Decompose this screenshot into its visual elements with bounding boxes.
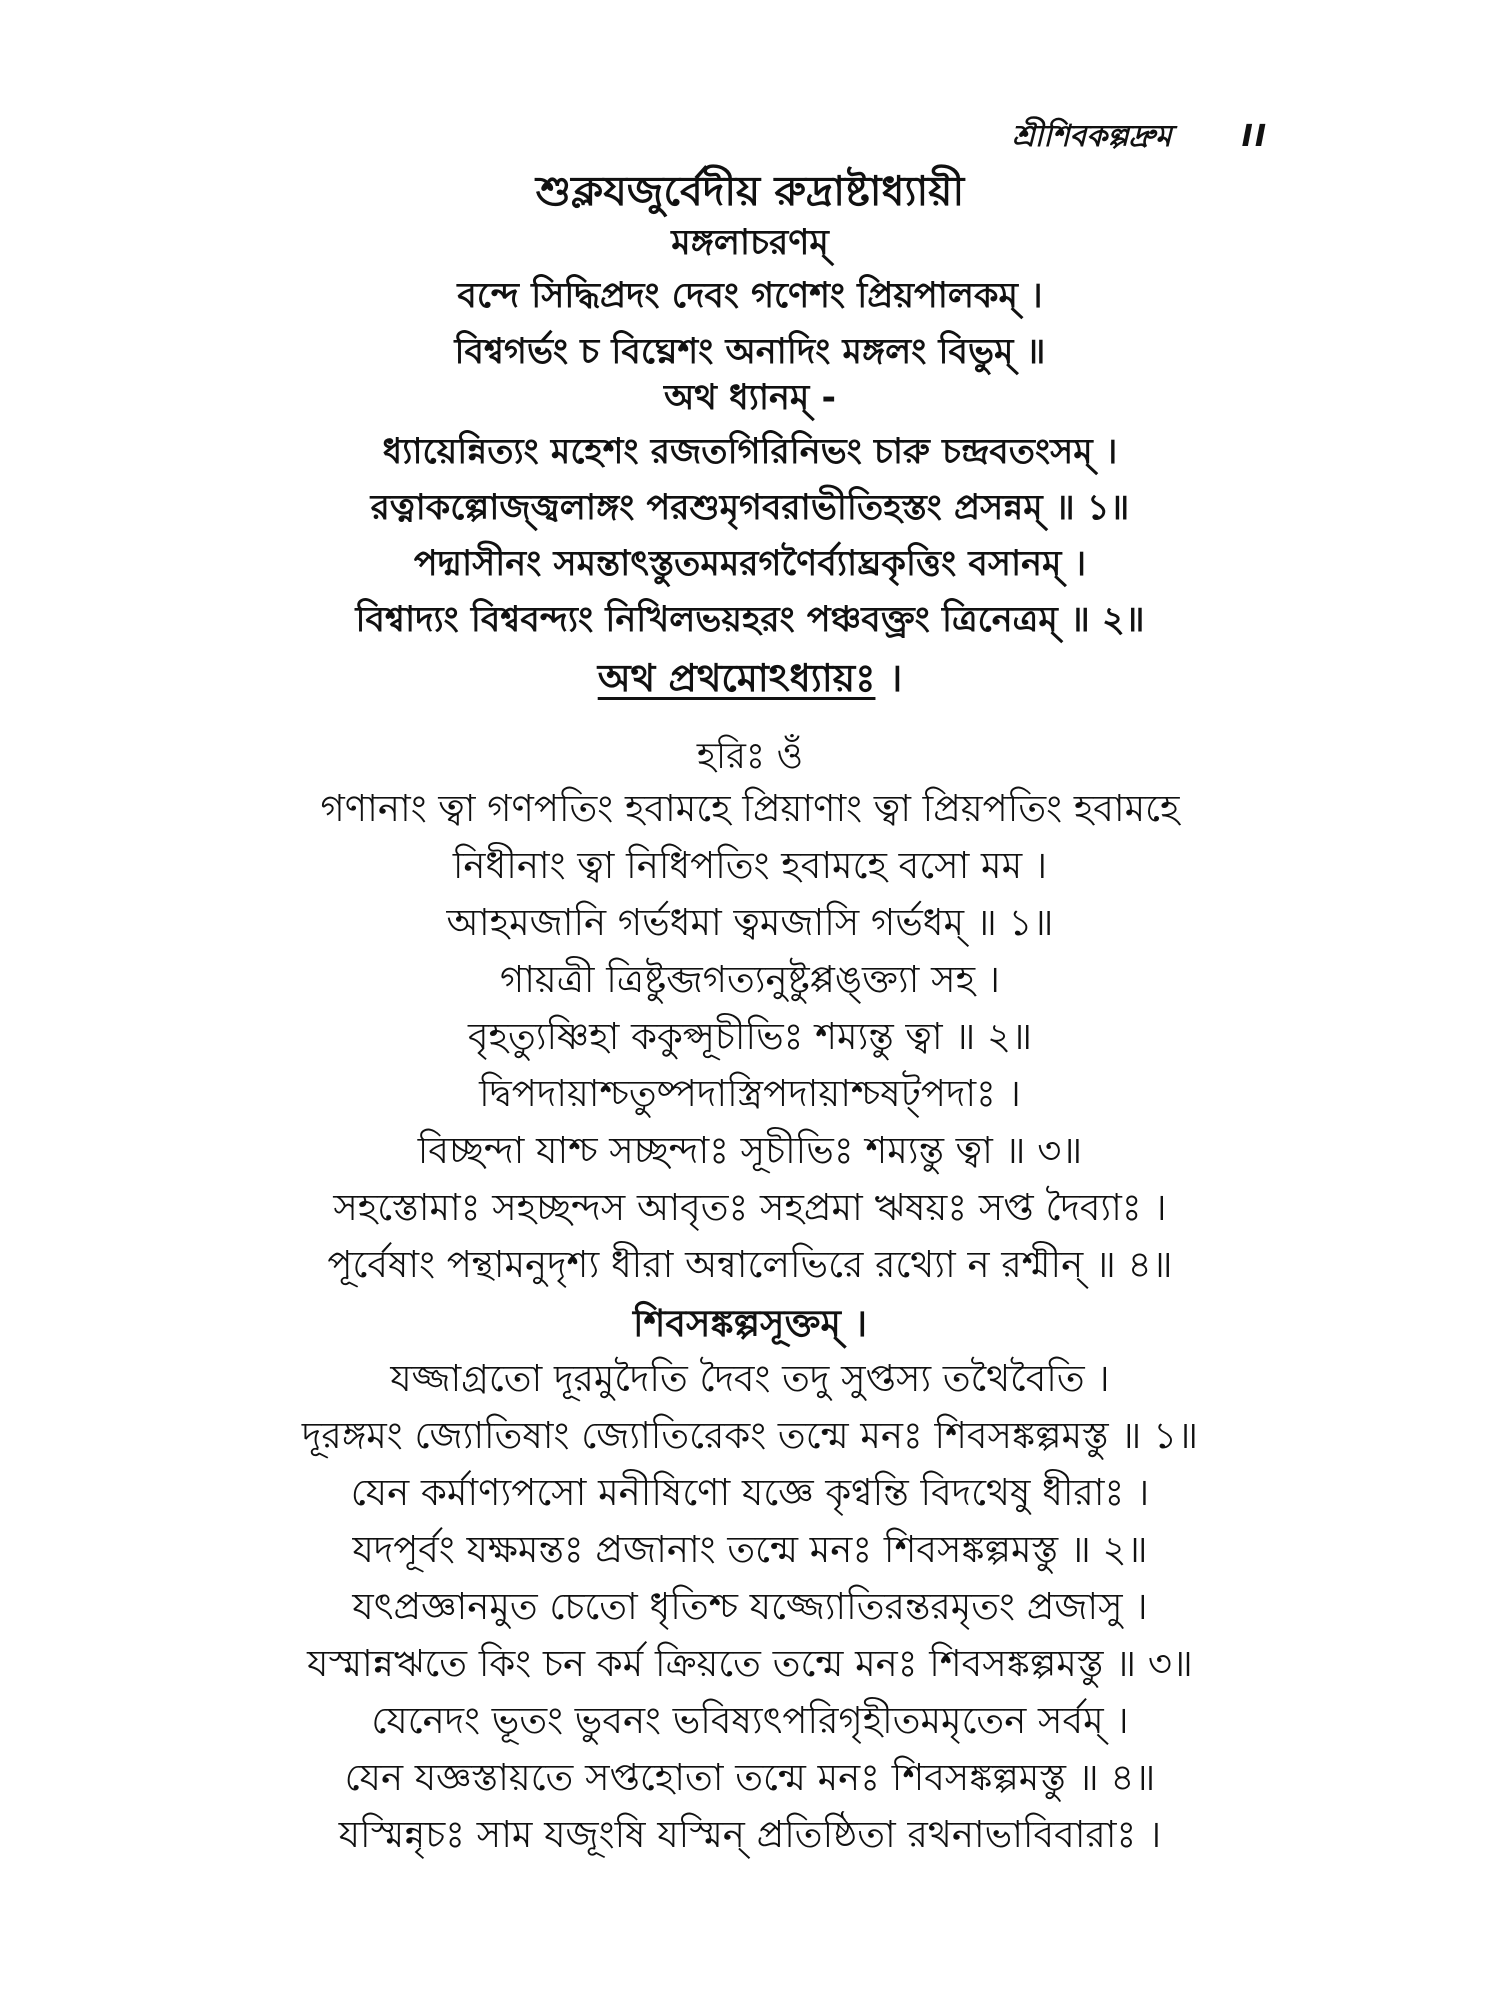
verse-line: পূর্বেষাং পন্থামনুদৃশ্য ধীরা অন্বালেভিরে রথ্যো ন রশ্মীন্ ॥ ৪॥ [327, 1243, 1173, 1286]
verse-line: দ্বিপদায়াশ্চতুষ্পদাস্ত্রিপদায়াশ্চষট্পদাঃ । [479, 1072, 1021, 1115]
suktam-heading-block [0, 1298, 1500, 1350]
dhyanam-line-2: রত্নাকল্পোজ্জ্বলাঙ্গং পরশুমৃগবরাভীতিহস্তং প্রসন্নম্ ॥ ১॥ [370, 488, 1130, 528]
verse-line: যস্মিন্নৃচঃ সাম যজূংষি যস্মিন্ প্রতিষ্ঠিতা রথনাভাবিবারাঃ । [338, 1813, 1162, 1856]
invocation-block [0, 732, 1500, 782]
mangalacharanam-line-1: বন্দে সিদ্ধিপ্রদং দেবং গণেশং প্রিয়পালকম্ । [457, 276, 1043, 316]
chapter-heading-danda: । [888, 656, 903, 700]
dhyanam-block [0, 372, 1500, 648]
mangalacharanam-line-2: বিশ্বগর্ভং চ বিঘ্নেশং অনাদিং মঙ্গলং বিভুম্ ॥ [454, 332, 1046, 372]
chapter-heading [0, 652, 1500, 704]
mangalacharanam-heading: মঙ্গলাচরণম্ [671, 223, 829, 263]
verse-line: যেন যজ্ঞস্তায়তে সপ্তহোতা তন্মে মনঃ শিবসঙ্কল্পমস্তু ॥ ৪॥ [344, 1756, 1156, 1799]
verse-line: যজ্জাগ্রতো দূরমুদৈতি দৈবং তদু সুপ্তস্য তথৈবৈতি । [390, 1357, 1110, 1400]
verse-line: যৎপ্রজ্ঞানমুত চেতো ধৃতিশ্চ যজ্জ্যোতিরন্তরমৃতং প্রজাসু । [352, 1585, 1148, 1628]
verses-section-2 [0, 1350, 1500, 1863]
verse-line: গণানাং ত্বা গণপতিং হবামহে প্রিয়াণাং ত্বা প্রিয়পতিং হবামহে [320, 787, 1180, 830]
verse-line: গায়ত্রী ত্রিষ্টুব্জগত্যনুষ্টুপ্পঙ্‌ক্ত্যা সহ । [499, 958, 1001, 1001]
verse-line: সহস্তোমাঃ সহচ্ছন্দস আবৃতঃ সহপ্রমা ঋষয়ঃ সপ্ত দৈব্যাঃ । [333, 1186, 1167, 1229]
dhyanam-line-3: পদ্মাসীনং সমন্তাৎস্তুতমমরগণৈর্ব্যাঘ্রকৃত্তিং বসানম্ । [413, 544, 1087, 584]
running-header-title: শ্রীশিবকল্পদ্রুম [1011, 119, 1172, 154]
verse-line: যেন কর্মাণ্যপসো মনীষিণো যজ্ঞে কৃণ্বন্তি বিদথেষু ধীরাঃ । [350, 1471, 1150, 1514]
page-title: শুক্লযজুর্বেদীয় রুদ্রাষ্টাধ্যায়ী [535, 167, 965, 215]
title-block [0, 164, 1500, 380]
verse-line: দূরঙ্গমং জ্যোতিষাং জ্যোতিরেকং তন্মে মনঃ শিবসঙ্কল্পমস্তু ॥ ১॥ [301, 1414, 1199, 1457]
dhyanam-heading: অথ ধ্যানম্ - [663, 378, 837, 418]
dhyanam-line-1: ধ্যায়েন্নিত্যং মহেশং রজতগিরিনিভং চারু চন্দ্রবতংসম্ । [382, 432, 1118, 472]
hari-om: হরিঃ ওঁ [696, 736, 804, 777]
verse-line: নিধীনাং ত্বা নিধিপতিং হবামহে বসো মম । [452, 844, 1048, 887]
verse-line: যেনেদং ভূতং ভুবনং ভবিষ্যৎপরিগৃহীতমমৃতেন সর্বম্ । [371, 1699, 1129, 1742]
suktam-heading: শিবসঙ্কল্পসূক্তম্ । [632, 1302, 868, 1345]
verse-line: আহমজানি গর্ভধমা ত্বমজাসি গর্ভধম্ ॥ ১॥ [446, 901, 1054, 944]
verse-line: বৃহত্যুষ্ণিহা ককুপ্সূচীভিঃ শম্যন্তু ত্বা ॥ ২॥ [467, 1015, 1033, 1058]
verse-line: বিচ্ছন্দা যাশ্চ সচ্ছন্দাঃ সূচীভিঃ শম্যন্তু ত্বা ॥ ৩॥ [417, 1129, 1083, 1172]
verse-line: যস্মান্নঋতে কিং চন কর্ম ক্রিয়তে তন্মে মনঃ শিবসঙ্কল্পমস্তু ॥ ৩॥ [307, 1642, 1193, 1685]
running-header [1012, 112, 1268, 163]
page-folio: II [1241, 119, 1268, 154]
verses-section-1 [0, 780, 1500, 1293]
chapter-heading-block [0, 652, 1500, 704]
verse-line: যদপূর্বং যক্ষমন্তঃ প্রজানাং তন্মে মনঃ শিবসঙ্কল্পমস্তু ॥ ২॥ [352, 1528, 1148, 1571]
chapter-heading-text: অথ প্রথমোঽধ্যায়ঃ [597, 656, 876, 700]
dhyanam-line-4: বিশ্বাদ্যং বিশ্ববন্দ্যং নিখিলভয়হরং পঞ্চবক্ত্রং ত্রিনেত্রম্ ॥ ২॥ [355, 600, 1145, 640]
